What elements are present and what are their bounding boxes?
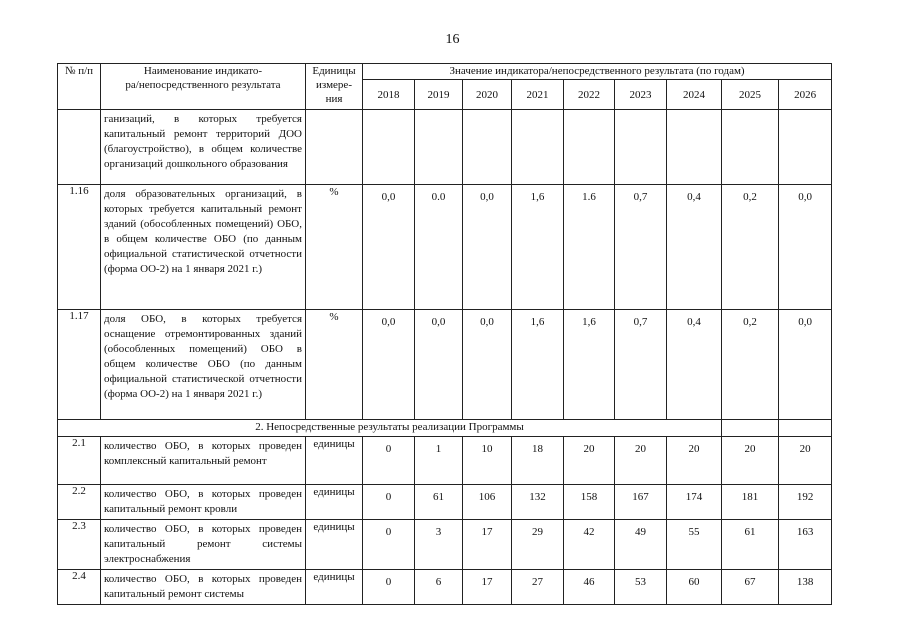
row-unit: единицы (306, 570, 363, 605)
row-value: 60 (667, 570, 722, 605)
header-year: 2025 (722, 80, 779, 110)
row-value: 3 (415, 520, 463, 570)
row-number: 2.2 (58, 485, 101, 520)
header-year: 2026 (779, 80, 832, 110)
row-value: 17 (463, 520, 512, 570)
row-name: количество ОБО, в которых проведен капитальный ремонт системы (101, 570, 306, 605)
row-value: 0 (363, 520, 415, 570)
row-value (615, 110, 667, 185)
row-value: 0,4 (667, 185, 722, 310)
table-row (58, 110, 832, 185)
table-row (58, 570, 832, 605)
row-value: 10 (463, 437, 512, 485)
row-name: ганизаций, в которых требуется капитальный ремонт территорий ДОО (благоустройство), в общем количестве организаций дошкольного образования (101, 110, 306, 185)
row-name: количество ОБО, в которых проведен капитальный ремонт кровли (101, 485, 306, 520)
row-value (564, 110, 615, 185)
row-unit (306, 110, 363, 185)
row-value: 1,6 (512, 185, 564, 310)
header-unit: Единицы измере- ния (306, 64, 363, 110)
row-value: 0 (363, 485, 415, 520)
row-value: 0,0 (779, 185, 832, 310)
row-value: 0,0 (363, 310, 415, 420)
row-value (512, 110, 564, 185)
row-value: 20 (615, 437, 667, 485)
header-year: 2021 (512, 80, 564, 110)
row-value: 158 (564, 485, 615, 520)
header-year: 2023 (615, 80, 667, 110)
row-value: 0,0 (363, 185, 415, 310)
header-name: Наименование индикато- ра/непосредственного результата (101, 64, 306, 110)
header-num: № п/п (58, 64, 101, 110)
row-value: 0,0 (779, 310, 832, 420)
header-year: 2020 (463, 80, 512, 110)
row-value: 29 (512, 520, 564, 570)
row-value: 0,7 (615, 185, 667, 310)
row-value: 20 (722, 437, 779, 485)
row-name: доля образовательных организаций, в которых требуется капитальный ремонт зданий (обособленных помещений) ОБО, в общем количестве ОБО (по данным официальной статистической отчетности (форма ОО-2) на 1 января 2021 г.) (101, 185, 306, 310)
row-value: 67 (722, 570, 779, 605)
row-value: 0,0 (463, 185, 512, 310)
row-name: доля ОБО, в которых требуется оснащение отремонтированных зданий (обособленных помещений) ОБО в общем количестве ОБО (по данным официальной статистической отчетности (форма ОО-2) на 1 января 2021 г.) (101, 310, 306, 420)
indicators-table (57, 63, 832, 605)
row-value (667, 110, 722, 185)
header-values-title: Значение индикатора/непосредственного результата (по годам) (363, 64, 832, 80)
section-empty-cell (779, 420, 832, 437)
row-value (463, 110, 512, 185)
row-value: 18 (512, 437, 564, 485)
header-year: 2018 (363, 80, 415, 110)
row-value: 167 (615, 485, 667, 520)
row-number: 2.1 (58, 437, 101, 485)
row-number: 2.3 (58, 520, 101, 570)
row-value: 0,0 (463, 310, 512, 420)
row-value (722, 110, 779, 185)
row-value: 55 (667, 520, 722, 570)
row-unit: единицы (306, 520, 363, 570)
row-unit: % (306, 185, 363, 310)
row-value: 132 (512, 485, 564, 520)
row-value: 181 (722, 485, 779, 520)
row-value: 61 (722, 520, 779, 570)
row-value: 20 (779, 437, 832, 485)
table-row (58, 185, 832, 310)
row-number: 1.16 (58, 185, 101, 310)
row-value: 0 (363, 437, 415, 485)
row-value: 192 (779, 485, 832, 520)
table-row (58, 437, 832, 485)
row-value: 1 (415, 437, 463, 485)
row-value (415, 110, 463, 185)
header-year: 2019 (415, 80, 463, 110)
row-value: 49 (615, 520, 667, 570)
page-number: 16 (445, 32, 460, 47)
table-row (58, 485, 832, 520)
row-value: 0.0 (415, 185, 463, 310)
row-value: 1.6 (564, 185, 615, 310)
row-value: 6 (415, 570, 463, 605)
row-value: 0 (363, 570, 415, 605)
row-unit: единицы (306, 437, 363, 485)
section-title: 2. Непосредственные результаты реализации Программы (58, 420, 722, 437)
row-value: 53 (615, 570, 667, 605)
row-value: 0,7 (615, 310, 667, 420)
row-value: 17 (463, 570, 512, 605)
row-value: 0,2 (722, 185, 779, 310)
row-value: 1,6 (564, 310, 615, 420)
row-value (779, 110, 832, 185)
row-unit: единицы (306, 485, 363, 520)
row-unit: % (306, 310, 363, 420)
row-number: 1.17 (58, 310, 101, 420)
table-row (58, 520, 832, 570)
row-name: количество ОБО, в которых проведен капитальный ремонт системы электроснабжения (101, 520, 306, 570)
table-row (58, 310, 832, 420)
row-value: 106 (463, 485, 512, 520)
section-header-row (58, 420, 832, 437)
header-year: 2024 (667, 80, 722, 110)
row-value: 0,2 (722, 310, 779, 420)
row-value: 138 (779, 570, 832, 605)
row-value: 61 (415, 485, 463, 520)
row-name: количество ОБО, в которых проведен комплексный капитальный ремонт (101, 437, 306, 485)
row-number: 2.4 (58, 570, 101, 605)
row-value: 1,6 (512, 310, 564, 420)
header-year: 2022 (564, 80, 615, 110)
row-number (58, 110, 101, 185)
section-empty-cell (722, 420, 779, 437)
row-value (363, 110, 415, 185)
row-value: 174 (667, 485, 722, 520)
row-value: 46 (564, 570, 615, 605)
row-value: 27 (512, 570, 564, 605)
row-value: 163 (779, 520, 832, 570)
row-value: 20 (667, 437, 722, 485)
row-value: 20 (564, 437, 615, 485)
row-value: 0,0 (415, 310, 463, 420)
row-value: 42 (564, 520, 615, 570)
row-value: 0,4 (667, 310, 722, 420)
